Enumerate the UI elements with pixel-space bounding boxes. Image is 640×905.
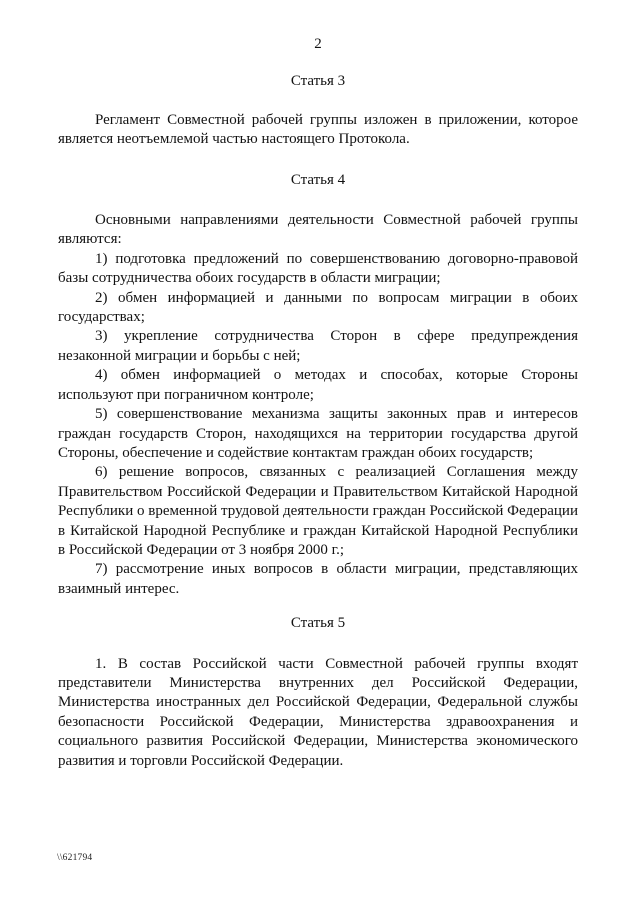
article-5-paragraph: 1. В состав Российской части Совместной рабочей группы входят представители Министерства внутренних дел Российской Федерации, Министерства иностранных дел Российской Федерации, Федеральной службы безопасности Российской Федерации, Министерства здравоохранения и социального развития Российской Федерации, Министерства экономического развития и торговли Российской Федерации. xyxy=(58,655,578,769)
article-5 xyxy=(58,614,578,771)
article-4-item-3: 3) укрепление сотрудничества Сторон в сфере предупреждения незаконной миграции и борьбы с ней; xyxy=(58,328,578,364)
article-4-intro-paragraph: Основными направлениями деятельности Совместной рабочей группы являются: xyxy=(58,212,578,248)
article-4-item-6: 6) решение вопросов, связанных с реализацией Соглашения между Правительством Российской Федерации и Правительством Китайской Народной Республики о временной трудовой деятельности граждан Российской Федерации в Китайской Народной Республике и граждан Китайской Народной Республики в Российской Федерации от 3 ноября 2000 г.; xyxy=(58,464,578,558)
article-4-item-7: 7) рассмотрение иных вопросов в области миграции, представляющих взаимный интерес. xyxy=(58,561,578,597)
article-4-item-2: 2) обмен информацией и данными по вопросам миграции в обоих государствах; xyxy=(58,289,578,326)
document-registration-code: \\621794 xyxy=(57,853,93,863)
article-3-paragraph: Регламент Совместной рабочей группы изложен в приложении, которое является неотъемлемой частью настоящего Протокола. xyxy=(58,111,578,148)
article-4-item-5: 5) совершенствование механизма защиты законных прав и интересов граждан государств Сторон, находящихся на территории государства другой Стороны, обеспечение и содействие контактам граждан обоих государств; xyxy=(58,406,578,461)
article-4-item-1: 1) подготовка предложений по совершенствованию договорно-правовой базы сотрудничества обоих государств в области миграции; xyxy=(58,250,578,287)
page-number: 2 xyxy=(314,36,322,52)
article-4 xyxy=(58,171,578,600)
article-4-heading: Статья 4 xyxy=(290,171,346,188)
article-3-heading: Статья 3 xyxy=(290,73,346,90)
article-5-heading: Статья 5 xyxy=(290,615,346,632)
article-4-item-4: 4) обмен информацией о методах и способах, которые Стороны используют при пограничном контроле; xyxy=(58,367,578,403)
article-3 xyxy=(58,72,578,149)
